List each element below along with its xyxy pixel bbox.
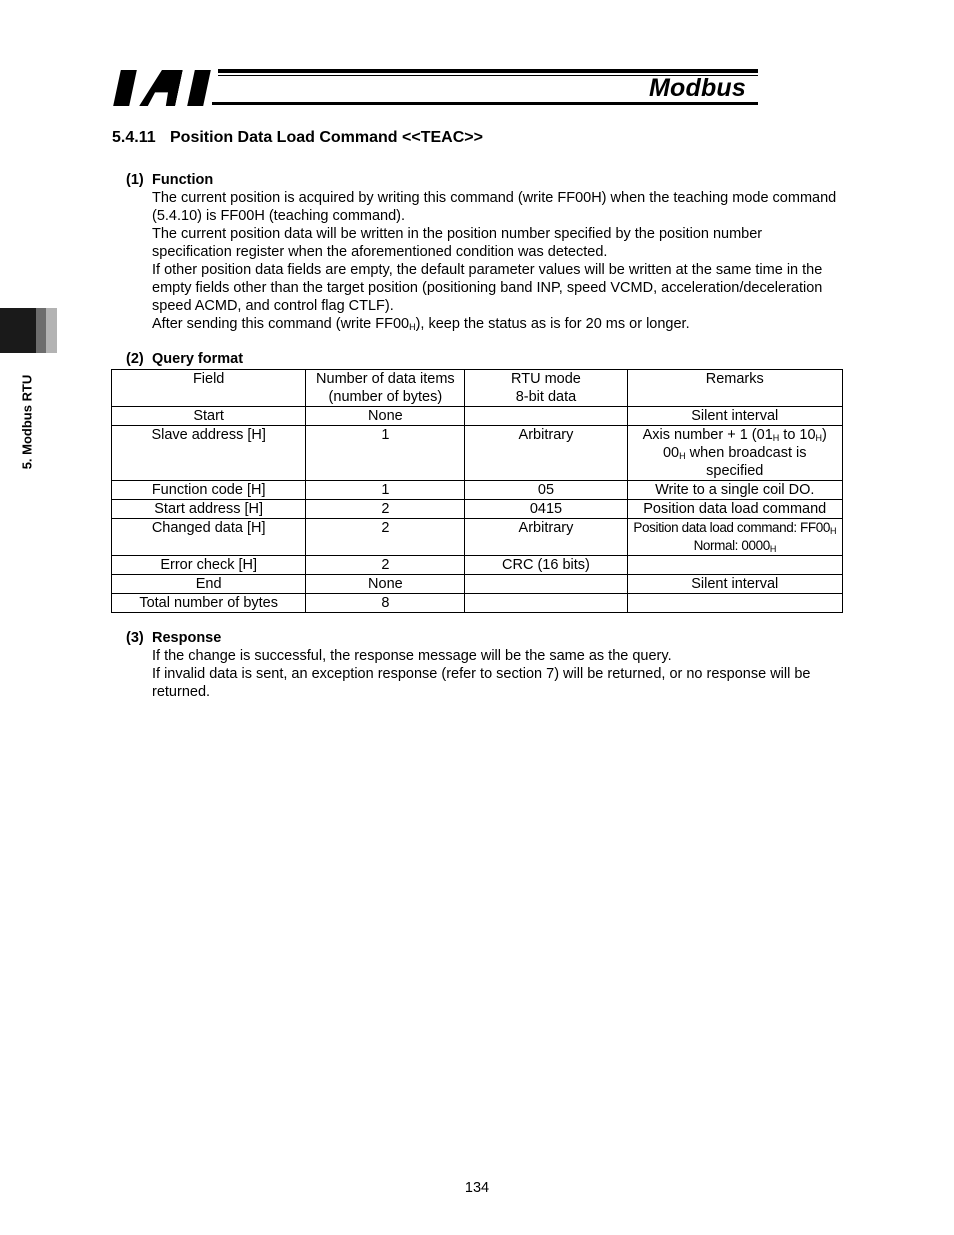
chapter-tab (36, 308, 46, 353)
table-row (112, 500, 843, 519)
response-paragraph: If the change is successful, the response message will be the same as the query. (152, 648, 672, 664)
rtu-mode-cell: Arbitrary (465, 519, 627, 556)
function-title: Function (152, 172, 214, 188)
chapter-tab (46, 308, 57, 353)
count-cell: 2 (306, 556, 465, 575)
table-row (112, 594, 843, 613)
section-title (112, 129, 483, 147)
column-header: Number of data items (number of bytes) (306, 370, 465, 407)
field-cell: Function code [H] (112, 481, 306, 500)
remarks-cell (627, 556, 843, 575)
field-cell: Start (112, 407, 306, 426)
count-cell: 1 (306, 481, 465, 500)
count-cell: 2 (306, 500, 465, 519)
logo-mark (113, 70, 137, 106)
field-cell: Start address [H] (112, 500, 306, 519)
remarks-cell: Axis number + 1 ($01_H$ to $10_H$) $00_H$ when broadcast is specified (627, 426, 843, 481)
logo-mark (139, 70, 183, 106)
field-cell: Changed data [H] (112, 519, 306, 556)
remarks-cell: Write to a single coil DO. (627, 481, 843, 500)
iai-logo (113, 70, 213, 106)
remarks-cell (627, 594, 843, 613)
query-number: (2) (126, 351, 144, 367)
function-paragraph: The current position is acquired by writing this command (write FF00H) when the teaching mode command (5.4.10) is FF00H (teaching command). (152, 190, 837, 224)
rtu-mode-cell (465, 594, 627, 613)
header-title: Modbus (648, 74, 746, 102)
section-heading: Position Data Load Command <<TEAC>> (170, 129, 483, 146)
rtu-mode-cell (465, 407, 627, 426)
function-heading (126, 172, 213, 188)
count-cell: 2 (306, 519, 465, 556)
field-cell: Slave address [H] (112, 426, 306, 481)
query-heading (126, 351, 243, 367)
column-header: Field (112, 370, 306, 407)
table-row (112, 407, 843, 426)
column-header: Remarks (627, 370, 843, 407)
response-number: (3) (126, 630, 144, 646)
field-cell: Total number of bytes (112, 594, 306, 613)
count-cell: None (306, 575, 465, 594)
field-cell: End (112, 575, 306, 594)
response-heading (126, 630, 221, 646)
count-cell: None (306, 407, 465, 426)
rtu-mode-cell: 0415 (465, 500, 627, 519)
remarks-cell: Silent interval (627, 575, 843, 594)
table-header-row (112, 370, 843, 407)
table-row (112, 481, 843, 500)
function-paragraph: After sending this command (write $FF00_H$), keep the status as is for 20 ms or longer. (152, 316, 690, 332)
function-paragraph: The current position data will be written in the position number specified by the position number specification register when the aforementioned condition was detected. (152, 226, 763, 260)
count-cell: 8 (306, 594, 465, 613)
function-body (152, 189, 842, 333)
section-number: 5.4.11 (112, 129, 156, 146)
function-paragraph: If other position data fields are empty, the default parameter values will be written at the same time in the empty fields other than the target position (positioning band INP, speed VCMD, acceleration/deceleration speed ACMD, and control flag CTLF). (152, 262, 823, 314)
remarks-cell: Position data load command (627, 500, 843, 519)
rtu-mode-cell (465, 575, 627, 594)
count-cell: 1 (306, 426, 465, 481)
table-row (112, 575, 843, 594)
query-format-table (111, 369, 843, 613)
table-row (112, 426, 843, 481)
response-body (152, 647, 842, 701)
rtu-mode-cell: Arbitrary (465, 426, 627, 481)
query-title: Query format (152, 351, 244, 367)
table-row (112, 519, 843, 556)
field-cell: Error check [H] (112, 556, 306, 575)
column-header: RTU mode 8-bit data (465, 370, 627, 407)
header-rule (218, 69, 758, 73)
rtu-mode-cell: 05 (465, 481, 627, 500)
logo-mark (187, 70, 211, 106)
remarks-cell: Position data load command: $FF00_H$ Normal: $0000_H$ (627, 519, 843, 556)
table-row (112, 556, 843, 575)
function-number: (1) (126, 172, 144, 188)
response-title: Response (152, 630, 222, 646)
page-number: 134 (464, 1180, 490, 1196)
rtu-mode-cell: CRC (16 bits) (465, 556, 627, 575)
response-paragraph: If invalid data is sent, an exception response (refer to section 7) will be returned, or no response will be returned. (152, 666, 811, 700)
remarks-cell: Silent interval (627, 407, 843, 426)
chapter-label: 5. Modbus RTU (19, 374, 35, 470)
chapter-tab (0, 308, 36, 353)
